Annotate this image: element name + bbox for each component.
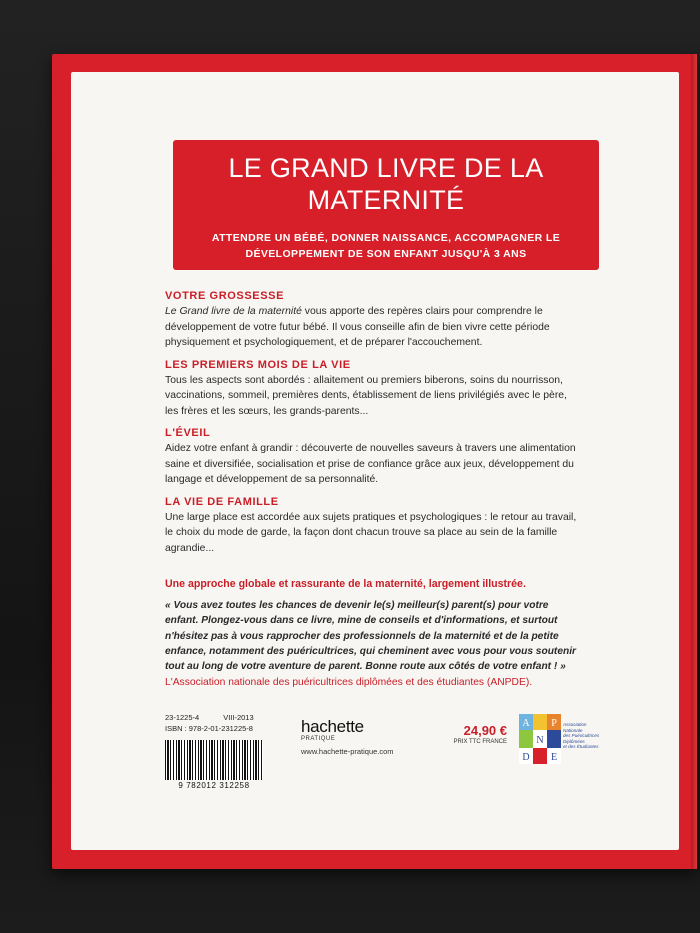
back-cover-footer bbox=[165, 712, 635, 802]
title-banner bbox=[173, 140, 599, 270]
section-text: Le Grand livre de la maternité vous apporte des repères clairs pour comprendre le développement de votre futur bébé. Il vous conseille afin de bien vivre cette période physiquement et psychologiquement, et de préparer l'accouchement. bbox=[165, 306, 550, 348]
title-line-1: LE GRAND LIVRE DE LA bbox=[228, 153, 544, 183]
quote-attribution: L'Association nationale des puéricultrices diplômées et des étudiantes (ANPDE). bbox=[165, 677, 533, 689]
anpde-letter: D bbox=[522, 752, 530, 763]
quote: « Vous avez toutes les chances de devenir le(s) meilleur(s) parent(s) pour votre enfant. Plongez-vous dans ce livre, mine de conseils et d'informations, et surtout n'hésitez pas à vous rapprocher des professionnels de la maternité et de la petite enfance, notamment des puéricultrices, qui cheminent avec vous pour vous soutenir tout au long de votre aventure de parent. Bonne route aux côtés de votre enfant ! » bbox=[165, 600, 576, 673]
publisher-name: hachette bbox=[301, 717, 364, 736]
reference-code: 23-1225-4 bbox=[165, 713, 200, 722]
price-block bbox=[449, 724, 507, 745]
section-heading: LA VIE DE FAMILLE bbox=[165, 495, 279, 508]
subtitle-line-1: ATTENDRE UN BÉBÉ, DONNER NAISSANCE, ACCOMPAGNER LE bbox=[211, 232, 561, 244]
isbn: ISBN : 978-2-01-231225-8 bbox=[165, 724, 253, 733]
publisher-logo bbox=[301, 718, 394, 756]
anpde-letter: N bbox=[536, 735, 544, 746]
price-note: PRIX TTC FRANCE bbox=[453, 739, 507, 745]
section-heading: VOTRE GROSSESSE bbox=[165, 290, 285, 302]
barcode-icon bbox=[165, 740, 263, 780]
anpde-logo bbox=[519, 712, 621, 768]
section-text: Une large place est accordée aux sujets pratiques et psychologiques : le retour au travail, le choix du mode de garde, la façon dont chacun trouve sa place au sein de la famille agrandie... bbox=[165, 511, 577, 554]
title-line-2: MATERNITÉ bbox=[307, 185, 465, 215]
section-text: Tous les aspects sont abordés : allaitement ou premiers biberons, soins du nourrisson, vaccinations, sommeil, premières dents, établissement de liens privilégiés avec le père, les frères et les sœurs, les grands-parents... bbox=[165, 374, 567, 417]
anpde-letter: A bbox=[522, 718, 530, 729]
edition-code: VIII-2013 bbox=[223, 713, 254, 722]
description bbox=[165, 288, 635, 690]
section-heading: L'ÉVEIL bbox=[165, 427, 211, 439]
section-text: Aidez votre enfant à grandir : découverte de nouvelles saveurs à travers une alimentation saine et diversifiée, socialisation et prise de confiance grâce aux jeux, développement du langage et développement de sa personnalité. bbox=[165, 443, 576, 485]
anpde-name: Association Nationale des Puéricultrices Diplômées et des Étudiantes bbox=[563, 722, 600, 750]
publisher-imprint: PRATIQUE bbox=[301, 736, 336, 742]
book bbox=[52, 54, 697, 869]
tagline: Une approche globale et rassurante de la maternité, largement illustrée. bbox=[165, 578, 526, 590]
barcode-number: 9 782012 312258 bbox=[178, 781, 250, 790]
back-cover bbox=[71, 72, 679, 850]
section-heading: LES PREMIERS MOIS DE LA VIE bbox=[165, 358, 351, 371]
anpde-letter: E bbox=[550, 752, 558, 763]
price: 24,90 € bbox=[463, 723, 507, 738]
subtitle bbox=[173, 230, 599, 262]
anpde-emblem-icon bbox=[519, 714, 561, 764]
book-edge bbox=[691, 54, 697, 869]
book-title-italic: Le Grand livre de la maternité bbox=[165, 306, 302, 317]
book-codes bbox=[165, 712, 254, 734]
subtitle-line-2: DÉVELOPPEMENT DE SON ENFANT JUSQU'À 3 ANS bbox=[245, 248, 527, 260]
anpde-letter: P bbox=[551, 718, 557, 729]
publisher-url: www.hachette-pratique.com bbox=[301, 747, 394, 756]
